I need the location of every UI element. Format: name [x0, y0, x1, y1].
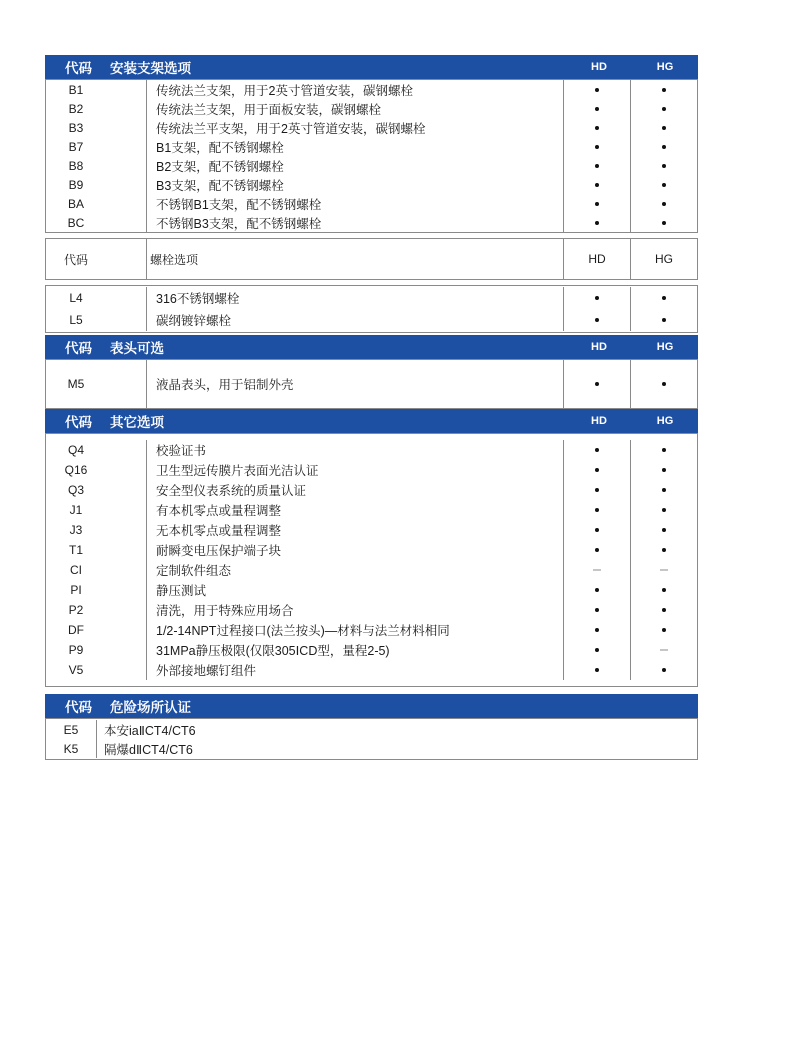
- row-description: 本安iaⅡCT4/CT6: [96, 720, 697, 739]
- row-description: 安全型仪表系统的质量认证: [146, 480, 563, 500]
- row-code: B1: [68, 82, 84, 97]
- availability-cell-hg: [630, 660, 697, 680]
- row-code: T1: [68, 543, 83, 557]
- row-description: 有本机零点或量程调整: [146, 500, 563, 520]
- column-header-hg: HG: [630, 239, 697, 279]
- availability-cell-hd: [563, 640, 630, 660]
- row-code: J3: [69, 523, 83, 537]
- row-code: PI: [70, 583, 82, 597]
- not-available-dash-icon: [660, 649, 668, 651]
- table-row: [46, 440, 697, 460]
- availability-dot-icon: [595, 107, 599, 111]
- section-body-other: [45, 433, 698, 687]
- availability-dot-icon: [662, 145, 666, 149]
- availability-dot-icon: [662, 382, 666, 386]
- section-body-hazard: [45, 718, 698, 760]
- availability-cell-hg: [630, 194, 697, 213]
- availability-dot-icon: [595, 648, 599, 652]
- availability-dot-icon: [662, 588, 666, 592]
- section-hazard: [45, 694, 698, 760]
- availability-cell-hg: [630, 80, 697, 99]
- table-row: [46, 580, 697, 600]
- row-code: P9: [68, 643, 84, 657]
- section-header-bolt: [45, 238, 698, 280]
- table-row: [46, 620, 697, 640]
- section-body-bolt: [45, 285, 698, 333]
- row-code: Q16: [64, 463, 88, 477]
- table-row: [46, 600, 697, 620]
- availability-cell-hd: [563, 480, 630, 500]
- row-description: 31MPa静压极限(仅限305ⅠCD型，量程2-5): [146, 640, 563, 660]
- availability-dot-icon: [662, 628, 666, 632]
- column-header-hg: HG: [656, 415, 674, 427]
- availability-cell-hg: [630, 480, 697, 500]
- availability-cell-hg: [630, 620, 697, 640]
- table-row: [46, 99, 697, 118]
- availability-cell-hd: [563, 440, 630, 460]
- table-row: [46, 137, 697, 156]
- row-description: 不锈钢B3支架，配不锈钢螺栓: [146, 213, 563, 232]
- row-code: V5: [68, 663, 84, 677]
- row-description: 不锈钢B1支架，配不锈钢螺栓: [146, 194, 563, 213]
- availability-dot-icon: [662, 107, 666, 111]
- availability-cell-hd: [563, 137, 630, 156]
- availability-cell-hd: [563, 287, 630, 309]
- row-description: 校验证书: [146, 440, 563, 460]
- row-description: 液晶表头，用于铝制外壳: [146, 360, 563, 408]
- row-code: E5: [63, 722, 79, 737]
- section-title: 螺栓选项: [146, 239, 563, 279]
- availability-dot-icon: [595, 528, 599, 532]
- section-title: 危险场所认证: [110, 700, 191, 715]
- row-description: 无本机零点或量程调整: [146, 520, 563, 540]
- availability-cell-hg: [630, 137, 697, 156]
- availability-dot-icon: [662, 164, 666, 168]
- availability-cell-hd: [563, 360, 630, 408]
- availability-dot-icon: [662, 296, 666, 300]
- section-header-hazard: [45, 694, 698, 718]
- availability-cell-hg: [630, 440, 697, 460]
- availability-dot-icon: [662, 508, 666, 512]
- row-description: 碳纲镀锌螺栓: [146, 309, 563, 331]
- availability-cell-hg: [630, 520, 697, 540]
- table-row: [46, 500, 697, 520]
- row-code: M5: [67, 377, 85, 391]
- table-row: [46, 118, 697, 137]
- column-header-hg: HG: [656, 341, 674, 353]
- row-description: 隔爆dⅡCT4/CT6: [96, 739, 697, 758]
- availability-dot-icon: [595, 588, 599, 592]
- availability-cell-hd: [563, 560, 630, 580]
- availability-dot-icon: [662, 202, 666, 206]
- table-row: [46, 460, 697, 480]
- row-description: B3支架，配不锈钢螺栓: [146, 175, 563, 194]
- availability-dot-icon: [595, 548, 599, 552]
- table-row: [46, 309, 697, 331]
- availability-cell-hd: [563, 156, 630, 175]
- table-row: [46, 175, 697, 194]
- availability-cell-hg: [630, 360, 697, 408]
- availability-dot-icon: [662, 221, 666, 225]
- row-code: B3: [68, 120, 84, 135]
- section-body-mounting: [45, 79, 698, 233]
- column-header-hd: HD: [591, 415, 607, 427]
- availability-cell-hg: [630, 580, 697, 600]
- row-code: P2: [68, 603, 84, 617]
- availability-cell-hd: [563, 99, 630, 118]
- section-display: [45, 335, 698, 409]
- section-bolt: [45, 238, 698, 333]
- row-code: J1: [69, 503, 83, 517]
- availability-cell-hg: [630, 118, 697, 137]
- availability-dot-icon: [662, 88, 666, 92]
- row-description: 传统法兰支架，用于面板安装，碳钢螺栓: [146, 99, 563, 118]
- table-row: [46, 480, 697, 500]
- column-header-code: 代码: [65, 61, 92, 76]
- availability-dot-icon: [662, 528, 666, 532]
- table-row: [46, 156, 697, 175]
- column-header-code: 代码: [65, 700, 92, 715]
- availability-cell-hd: [563, 309, 630, 331]
- section-header-display: [45, 335, 698, 359]
- table-row: [46, 213, 697, 232]
- row-description: 外部接地螺钉组件: [146, 660, 563, 680]
- availability-cell-hg: [630, 560, 697, 580]
- row-description: 定制软件组态: [146, 560, 563, 580]
- availability-cell-hd: [563, 118, 630, 137]
- availability-dot-icon: [595, 668, 599, 672]
- availability-dot-icon: [662, 318, 666, 322]
- availability-dot-icon: [595, 126, 599, 130]
- availability-cell-hd: [563, 660, 630, 680]
- availability-cell-hg: [630, 600, 697, 620]
- section-other: [45, 409, 698, 687]
- ordering-options-table: [45, 55, 698, 760]
- availability-dot-icon: [662, 183, 666, 187]
- availability-cell-hd: [563, 540, 630, 560]
- availability-dot-icon: [595, 88, 599, 92]
- row-description: B2支架，配不锈钢螺栓: [146, 156, 563, 175]
- row-code: L4: [69, 291, 83, 305]
- row-code: DF: [68, 623, 84, 637]
- availability-dot-icon: [662, 126, 666, 130]
- availability-cell-hg: [630, 500, 697, 520]
- availability-cell-hg: [630, 175, 697, 194]
- row-description: B1支架，配不锈钢螺栓: [146, 137, 563, 156]
- availability-dot-icon: [595, 296, 599, 300]
- availability-cell-hg: [630, 309, 697, 331]
- section-mounting: [45, 55, 698, 233]
- availability-dot-icon: [595, 183, 599, 187]
- column-header-hd: HD: [563, 239, 630, 279]
- table-row: [46, 520, 697, 540]
- row-code: B9: [68, 177, 84, 192]
- row-description: 1/2-14NPT过程接口(法兰按头)—材料与法兰材料相同: [146, 620, 563, 640]
- table-row: [46, 194, 697, 213]
- availability-cell-hg: [630, 640, 697, 660]
- availability-dot-icon: [595, 508, 599, 512]
- section-header-mounting: [45, 55, 698, 79]
- table-row: [46, 739, 697, 758]
- availability-dot-icon: [595, 202, 599, 206]
- availability-dot-icon: [662, 468, 666, 472]
- availability-dot-icon: [595, 164, 599, 168]
- row-code: B8: [68, 158, 84, 173]
- section-title: 表头可选: [110, 341, 164, 356]
- table-row: [46, 720, 697, 739]
- availability-cell-hg: [630, 287, 697, 309]
- row-description: 传统法兰支架，用于2英寸管道安装，碳钢螺栓: [146, 80, 563, 99]
- availability-dot-icon: [595, 382, 599, 386]
- availability-cell-hd: [563, 194, 630, 213]
- availability-dot-icon: [595, 628, 599, 632]
- availability-cell-hd: [563, 213, 630, 232]
- row-code: BA: [67, 196, 84, 211]
- table-row: [46, 660, 697, 680]
- column-header-hg: HG: [656, 61, 674, 73]
- availability-dot-icon: [662, 488, 666, 492]
- row-code: BC: [67, 215, 85, 230]
- availability-dot-icon: [662, 548, 666, 552]
- availability-cell-hg: [630, 460, 697, 480]
- availability-cell-hd: [563, 80, 630, 99]
- availability-dot-icon: [595, 468, 599, 472]
- column-header-code: 代码: [64, 252, 89, 267]
- row-description: 静压测试: [146, 580, 563, 600]
- availability-dot-icon: [662, 668, 666, 672]
- availability-cell-hd: [563, 600, 630, 620]
- availability-cell-hd: [563, 580, 630, 600]
- column-header-hd: HD: [591, 341, 607, 353]
- column-header-code: 代码: [65, 341, 92, 356]
- availability-cell-hd: [563, 460, 630, 480]
- availability-dot-icon: [662, 448, 666, 452]
- section-title: 安装支架选项: [110, 61, 191, 76]
- availability-cell-hd: [563, 175, 630, 194]
- row-code: B2: [68, 101, 84, 116]
- availability-cell-hg: [630, 99, 697, 118]
- table-row: [46, 80, 697, 99]
- row-description: 卫生型远传膜片表面光洁认证: [146, 460, 563, 480]
- row-code: Q4: [67, 443, 84, 457]
- row-code: Q3: [67, 483, 84, 497]
- column-header-hd: HD: [591, 61, 607, 73]
- table-row: [46, 540, 697, 560]
- section-body-display: [45, 359, 698, 409]
- table-row: [46, 640, 697, 660]
- column-header-code: 代码: [65, 415, 92, 430]
- availability-dot-icon: [595, 221, 599, 225]
- row-code: L5: [69, 313, 83, 327]
- availability-cell-hg: [630, 540, 697, 560]
- availability-dot-icon: [595, 145, 599, 149]
- section-title: 其它选项: [110, 415, 164, 430]
- row-description: 清洗，用于特殊应用场合: [146, 600, 563, 620]
- availability-dot-icon: [662, 608, 666, 612]
- row-description: 耐瞬变电压保护端子块: [146, 540, 563, 560]
- availability-dot-icon: [595, 488, 599, 492]
- availability-cell-hg: [630, 213, 697, 232]
- not-available-dash-icon: [660, 569, 668, 571]
- row-code: K5: [63, 741, 79, 756]
- availability-cell-hd: [563, 500, 630, 520]
- row-code: CI: [70, 563, 82, 577]
- table-row: [46, 287, 697, 309]
- row-description: 316不锈钢螺栓: [146, 287, 563, 309]
- table-row: [46, 360, 697, 408]
- availability-cell-hg: [630, 156, 697, 175]
- availability-dot-icon: [595, 448, 599, 452]
- not-available-dash-icon: [593, 569, 601, 571]
- section-header-other: [45, 409, 698, 433]
- row-code: B7: [68, 139, 84, 154]
- availability-dot-icon: [595, 318, 599, 322]
- table-row: [46, 560, 697, 580]
- row-description: 传统法兰平支架，用于2英寸管道安装，碳钢螺栓: [146, 118, 563, 137]
- availability-cell-hd: [563, 620, 630, 640]
- availability-cell-hd: [563, 520, 630, 540]
- availability-dot-icon: [595, 608, 599, 612]
